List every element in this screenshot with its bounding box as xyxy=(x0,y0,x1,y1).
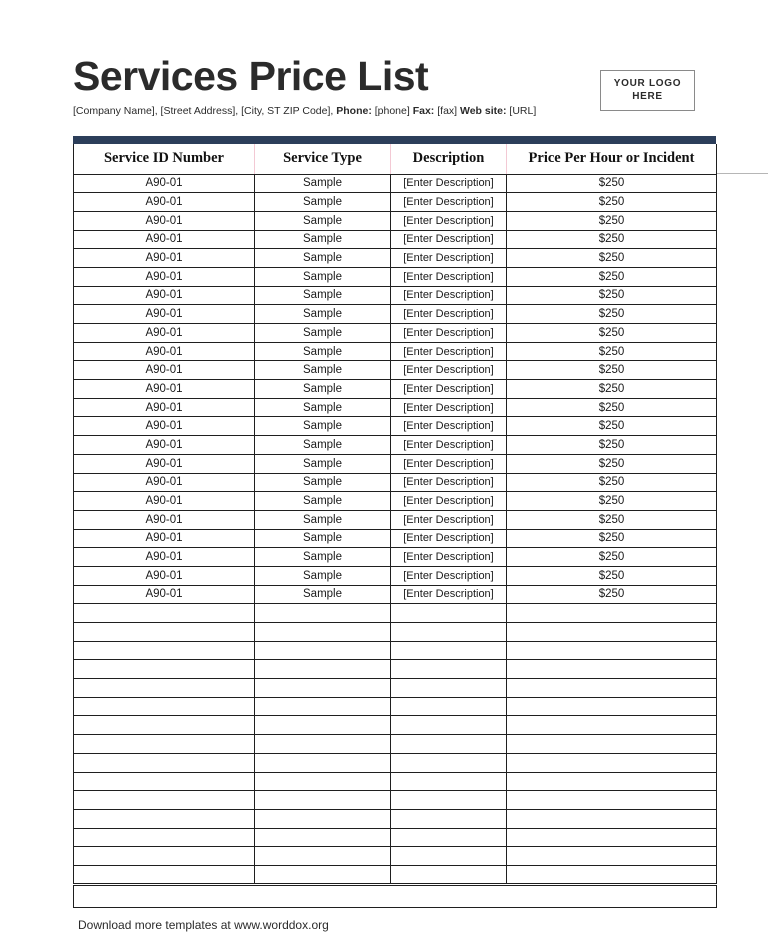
cell-price-empty[interactable] xyxy=(507,809,717,828)
cell-service-type-empty[interactable] xyxy=(255,828,391,847)
table-head xyxy=(74,144,717,174)
sep-3: , xyxy=(330,105,337,117)
cell-description-empty[interactable] xyxy=(391,809,507,828)
cell-service-type[interactable]: Sample xyxy=(255,417,391,436)
cell-service-type[interactable]: Sample xyxy=(255,436,391,455)
cell-price-empty[interactable] xyxy=(507,716,717,735)
contact-info-line xyxy=(73,105,583,118)
cell-service-type-empty[interactable] xyxy=(255,865,391,884)
table-footer-row[interactable] xyxy=(74,884,717,907)
cell-service-id-empty[interactable] xyxy=(74,753,255,772)
cell-description-empty[interactable] xyxy=(391,623,507,642)
phone-value: [phone] xyxy=(374,105,410,117)
cell-price[interactable]: $250 xyxy=(507,492,717,511)
table-row[interactable] xyxy=(74,510,717,529)
cell-service-id[interactable]: A90-01 xyxy=(74,473,255,492)
cell-service-type[interactable]: Sample xyxy=(255,267,391,286)
cell-description[interactable]: [Enter Description] xyxy=(391,454,507,473)
table-row-empty[interactable] xyxy=(74,660,717,679)
cell-service-type-empty[interactable] xyxy=(255,604,391,623)
page-edge-rule xyxy=(716,173,768,174)
accent-bar xyxy=(73,136,716,144)
cell-service-type[interactable]: Sample xyxy=(255,454,391,473)
table-row-empty[interactable] xyxy=(74,623,717,642)
cell-description-empty[interactable] xyxy=(391,679,507,698)
table-row[interactable] xyxy=(74,211,717,230)
cell-description[interactable]: [Enter Description] xyxy=(391,398,507,417)
table-row[interactable] xyxy=(74,492,717,511)
cell-description[interactable]: [Enter Description] xyxy=(391,361,507,380)
cell-description[interactable]: [Enter Description] xyxy=(391,174,507,193)
table-row[interactable] xyxy=(74,529,717,548)
cell-price-empty[interactable] xyxy=(507,828,717,847)
cell-price[interactable]: $250 xyxy=(507,324,717,343)
cell-price[interactable]: $250 xyxy=(507,510,717,529)
cell-service-type-empty[interactable] xyxy=(255,679,391,698)
footer-text: Download more templates at www.worddox.org xyxy=(78,918,329,932)
cell-service-type-empty[interactable] xyxy=(255,660,391,679)
table-row[interactable] xyxy=(74,566,717,585)
cell-service-id[interactable]: A90-01 xyxy=(74,398,255,417)
cell-service-type[interactable]: Sample xyxy=(255,174,391,193)
cell-service-id-empty[interactable] xyxy=(74,716,255,735)
cell-service-type[interactable]: Sample xyxy=(255,193,391,212)
table-row[interactable] xyxy=(74,174,717,193)
cell-description-empty[interactable] xyxy=(391,865,507,884)
cell-service-type[interactable]: Sample xyxy=(255,324,391,343)
table-row[interactable] xyxy=(74,361,717,380)
table-row-empty[interactable] xyxy=(74,697,717,716)
price-list-table-container xyxy=(73,136,716,908)
cell-description[interactable]: [Enter Description] xyxy=(391,492,507,511)
table-row-empty[interactable] xyxy=(74,809,717,828)
cell-service-type[interactable]: Sample xyxy=(255,566,391,585)
sep-2: , xyxy=(235,105,242,117)
cell-service-id[interactable]: A90-01 xyxy=(74,548,255,567)
cell-description-empty[interactable] xyxy=(391,772,507,791)
cell-service-type[interactable]: Sample xyxy=(255,342,391,361)
cell-service-type-empty[interactable] xyxy=(255,847,391,866)
cell-notes[interactable] xyxy=(74,884,717,907)
cell-service-type[interactable]: Sample xyxy=(255,230,391,249)
cell-service-id-empty[interactable] xyxy=(74,735,255,754)
cell-service-id[interactable]: A90-01 xyxy=(74,342,255,361)
cell-service-type[interactable]: Sample xyxy=(255,473,391,492)
column-header-description[interactable]: Description xyxy=(391,144,507,174)
cell-service-type-empty[interactable] xyxy=(255,716,391,735)
cell-description-empty[interactable] xyxy=(391,660,507,679)
cell-service-type[interactable]: Sample xyxy=(255,510,391,529)
cell-price-empty[interactable] xyxy=(507,847,717,866)
cell-service-id[interactable]: A90-01 xyxy=(74,510,255,529)
cell-description-empty[interactable] xyxy=(391,847,507,866)
cell-service-id[interactable]: A90-01 xyxy=(74,211,255,230)
table-body xyxy=(74,174,717,907)
table-row[interactable] xyxy=(74,398,717,417)
cell-description[interactable]: [Enter Description] xyxy=(391,230,507,249)
cell-service-id-empty[interactable] xyxy=(74,791,255,810)
cell-price-empty[interactable] xyxy=(507,604,717,623)
cell-service-type-empty[interactable] xyxy=(255,735,391,754)
cell-service-id-empty[interactable] xyxy=(74,623,255,642)
cell-description[interactable]: [Enter Description] xyxy=(391,548,507,567)
cell-description-empty[interactable] xyxy=(391,641,507,660)
cell-price-empty[interactable] xyxy=(507,641,717,660)
cell-service-type-empty[interactable] xyxy=(255,809,391,828)
table-row[interactable] xyxy=(74,548,717,567)
cell-service-id-empty[interactable] xyxy=(74,772,255,791)
cell-price[interactable]: $250 xyxy=(507,174,717,193)
cell-description[interactable]: [Enter Description] xyxy=(391,436,507,455)
cell-service-id-empty[interactable] xyxy=(74,847,255,866)
logo-placeholder-box[interactable] xyxy=(600,70,695,111)
cell-description[interactable]: [Enter Description] xyxy=(391,305,507,324)
cell-price-empty[interactable] xyxy=(507,735,717,754)
cell-service-id[interactable]: A90-01 xyxy=(74,417,255,436)
table-row[interactable] xyxy=(74,342,717,361)
table-row-empty[interactable] xyxy=(74,604,717,623)
column-header-service-type[interactable]: Service Type xyxy=(255,144,391,174)
document-header xyxy=(73,52,695,130)
cell-description[interactable]: [Enter Description] xyxy=(391,324,507,343)
cell-description[interactable]: [Enter Description] xyxy=(391,510,507,529)
logo-line-2: HERE xyxy=(632,90,663,102)
table-row-empty[interactable] xyxy=(74,791,717,810)
table-row-empty[interactable] xyxy=(74,679,717,698)
cell-description[interactable]: [Enter Description] xyxy=(391,342,507,361)
cell-price[interactable]: $250 xyxy=(507,454,717,473)
table-row-empty[interactable] xyxy=(74,753,717,772)
logo-line-1: YOUR LOGO xyxy=(613,78,682,89)
cell-description[interactable]: [Enter Description] xyxy=(391,380,507,399)
table-row-empty[interactable] xyxy=(74,641,717,660)
cell-service-id-empty[interactable] xyxy=(74,828,255,847)
table-row[interactable] xyxy=(74,305,717,324)
table-row[interactable] xyxy=(74,230,717,249)
cell-service-id[interactable]: A90-01 xyxy=(74,230,255,249)
company-name: [Company Name] xyxy=(73,105,155,117)
cell-description[interactable]: [Enter Description] xyxy=(391,585,507,604)
cell-service-type[interactable]: Sample xyxy=(255,380,391,399)
cell-service-id[interactable]: A90-01 xyxy=(74,566,255,585)
cell-service-type-empty[interactable] xyxy=(255,697,391,716)
table-row[interactable] xyxy=(74,249,717,268)
cell-description-empty[interactable] xyxy=(391,735,507,754)
cell-price-empty[interactable] xyxy=(507,772,717,791)
cell-service-type[interactable]: Sample xyxy=(255,249,391,268)
cell-service-id-empty[interactable] xyxy=(74,679,255,698)
cell-description[interactable]: [Enter Description] xyxy=(391,193,507,212)
sep-1: , xyxy=(154,105,161,117)
column-header-price[interactable]: Price Per Hour or Incident xyxy=(507,144,717,174)
cell-service-type-empty[interactable] xyxy=(255,753,391,772)
cell-price[interactable]: $250 xyxy=(507,473,717,492)
cell-service-id[interactable]: A90-01 xyxy=(74,193,255,212)
cell-description[interactable]: [Enter Description] xyxy=(391,473,507,492)
fax-label: Fax: xyxy=(412,105,435,117)
table-row[interactable] xyxy=(74,267,717,286)
table-header-row xyxy=(74,144,717,174)
cell-service-id[interactable]: A90-01 xyxy=(74,454,255,473)
cell-service-id[interactable]: A90-01 xyxy=(74,380,255,399)
cell-price-empty[interactable] xyxy=(507,865,717,884)
cell-service-id[interactable]: A90-01 xyxy=(74,174,255,193)
cell-description-empty[interactable] xyxy=(391,697,507,716)
table-row[interactable] xyxy=(74,286,717,305)
cell-description-empty[interactable] xyxy=(391,791,507,810)
cell-price-empty[interactable] xyxy=(507,697,717,716)
cell-price[interactable]: $250 xyxy=(507,529,717,548)
cell-service-id[interactable]: A90-01 xyxy=(74,529,255,548)
cell-price[interactable]: $250 xyxy=(507,417,717,436)
table-row[interactable] xyxy=(74,473,717,492)
table-row-empty[interactable] xyxy=(74,828,717,847)
cell-price[interactable]: $250 xyxy=(507,566,717,585)
cell-price-empty[interactable] xyxy=(507,660,717,679)
cell-service-id-empty[interactable] xyxy=(74,660,255,679)
cell-service-type[interactable]: Sample xyxy=(255,286,391,305)
cell-service-id-empty[interactable] xyxy=(74,604,255,623)
table-row[interactable] xyxy=(74,193,717,212)
cell-price[interactable]: $250 xyxy=(507,342,717,361)
cell-service-type[interactable]: Sample xyxy=(255,585,391,604)
phone-label: Phone: xyxy=(336,105,372,117)
cell-service-id[interactable]: A90-01 xyxy=(74,305,255,324)
cell-price[interactable]: $250 xyxy=(507,436,717,455)
cell-service-id[interactable]: A90-01 xyxy=(74,436,255,455)
table-row[interactable] xyxy=(74,585,717,604)
cell-service-id[interactable]: A90-01 xyxy=(74,324,255,343)
cell-service-id-empty[interactable] xyxy=(74,641,255,660)
cell-service-id[interactable]: A90-01 xyxy=(74,585,255,604)
cell-service-type[interactable]: Sample xyxy=(255,361,391,380)
cell-price[interactable]: $250 xyxy=(507,230,717,249)
table-row-empty[interactable] xyxy=(74,735,717,754)
cell-service-id-empty[interactable] xyxy=(74,865,255,884)
cell-price[interactable]: $250 xyxy=(507,267,717,286)
cell-description[interactable]: [Enter Description] xyxy=(391,249,507,268)
cell-description[interactable]: [Enter Description] xyxy=(391,267,507,286)
fax-value: [fax] xyxy=(437,105,458,117)
cell-price-empty[interactable] xyxy=(507,753,717,772)
cell-description[interactable]: [Enter Description] xyxy=(391,211,507,230)
table-row[interactable] xyxy=(74,436,717,455)
cell-service-type[interactable]: Sample xyxy=(255,305,391,324)
web-site-value: [URL] xyxy=(509,105,537,117)
table-row[interactable] xyxy=(74,417,717,436)
cell-service-type[interactable]: Sample xyxy=(255,548,391,567)
cell-price[interactable]: $250 xyxy=(507,211,717,230)
cell-service-type-empty[interactable] xyxy=(255,623,391,642)
cell-price-empty[interactable] xyxy=(507,679,717,698)
cell-service-id[interactable]: A90-01 xyxy=(74,492,255,511)
cell-price[interactable]: $250 xyxy=(507,380,717,399)
cell-price[interactable]: $250 xyxy=(507,305,717,324)
cell-service-type[interactable]: Sample xyxy=(255,211,391,230)
cell-description-empty[interactable] xyxy=(391,753,507,772)
cell-service-type[interactable]: Sample xyxy=(255,398,391,417)
table-row[interactable] xyxy=(74,454,717,473)
cell-price[interactable]: $250 xyxy=(507,193,717,212)
cell-service-type-empty[interactable] xyxy=(255,641,391,660)
cell-price[interactable]: $250 xyxy=(507,585,717,604)
cell-service-id[interactable]: A90-01 xyxy=(74,286,255,305)
cell-service-type-empty[interactable] xyxy=(255,772,391,791)
cell-price-empty[interactable] xyxy=(507,791,717,810)
cell-price[interactable]: $250 xyxy=(507,548,717,567)
city-state-zip: [City, ST ZIP Code] xyxy=(241,105,331,117)
cell-service-id[interactable]: A90-01 xyxy=(74,267,255,286)
cell-service-type-empty[interactable] xyxy=(255,791,391,810)
title-block xyxy=(73,52,583,118)
price-list-table xyxy=(73,144,717,908)
cell-description-empty[interactable] xyxy=(391,716,507,735)
cell-service-type[interactable]: Sample xyxy=(255,492,391,511)
street-address: [Street Address] xyxy=(160,105,236,117)
table-row-empty[interactable] xyxy=(74,716,717,735)
cell-description[interactable]: [Enter Description] xyxy=(391,286,507,305)
column-header-service-id[interactable]: Service ID Number xyxy=(74,144,255,174)
cell-description[interactable]: [Enter Description] xyxy=(391,417,507,436)
cell-description[interactable]: [Enter Description] xyxy=(391,529,507,548)
cell-price[interactable]: $250 xyxy=(507,286,717,305)
cell-service-id-empty[interactable] xyxy=(74,809,255,828)
cell-price[interactable]: $250 xyxy=(507,361,717,380)
table-row[interactable] xyxy=(74,380,717,399)
cell-service-id[interactable]: A90-01 xyxy=(74,249,255,268)
table-row-empty[interactable] xyxy=(74,847,717,866)
cell-service-type[interactable]: Sample xyxy=(255,529,391,548)
table-row[interactable] xyxy=(74,324,717,343)
table-row-empty[interactable] xyxy=(74,772,717,791)
cell-service-id[interactable]: A90-01 xyxy=(74,361,255,380)
page-title: Services Price List xyxy=(73,53,429,99)
web-site-label: Web site: xyxy=(460,105,507,117)
cell-description-empty[interactable] xyxy=(391,828,507,847)
cell-price-empty[interactable] xyxy=(507,623,717,642)
cell-description[interactable]: [Enter Description] xyxy=(391,566,507,585)
cell-description-empty[interactable] xyxy=(391,604,507,623)
cell-service-id-empty[interactable] xyxy=(74,697,255,716)
cell-price[interactable]: $250 xyxy=(507,249,717,268)
table-row-empty[interactable] xyxy=(74,865,717,884)
cell-price[interactable]: $250 xyxy=(507,398,717,417)
